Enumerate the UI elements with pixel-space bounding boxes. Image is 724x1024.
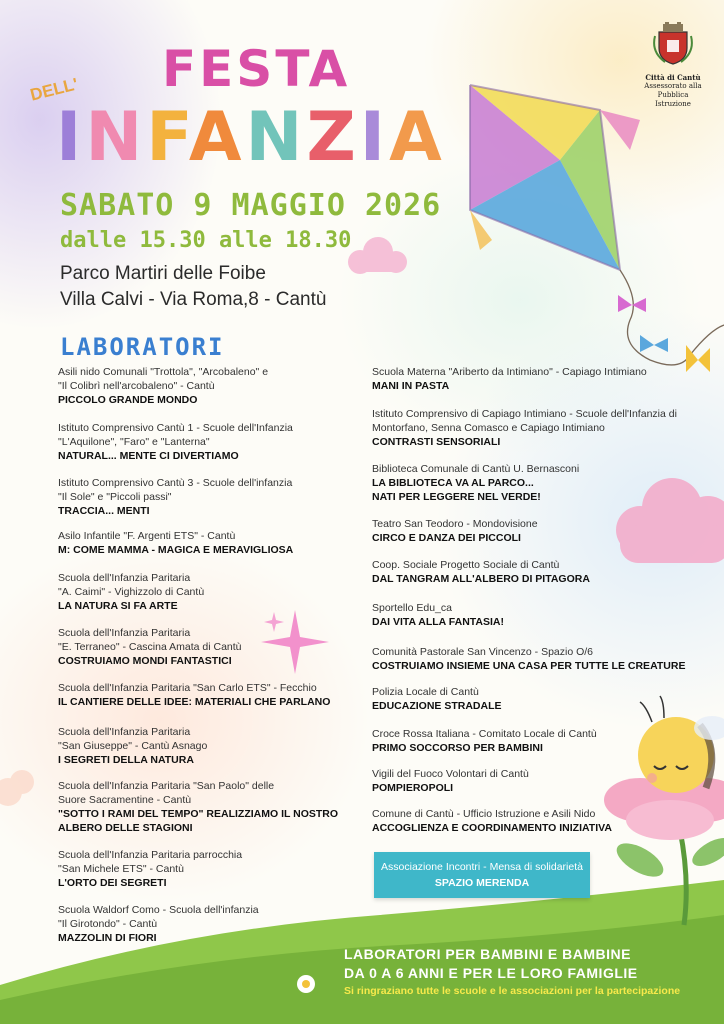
title-letter: A xyxy=(389,98,446,177)
item-org: Comune di Cantù - Ufficio Istruzione e Asili Nido xyxy=(372,808,596,820)
item-org: Polizia Locale di Cantù xyxy=(372,686,479,698)
title-letter: A xyxy=(188,98,246,177)
item-name: POMPIEROPOLI xyxy=(372,782,454,794)
item-name: MAZZOLIN DI FIORI xyxy=(58,932,157,944)
item-name: TRACCIA... MENTI xyxy=(58,505,150,517)
title-festa: FESTA xyxy=(162,40,351,98)
event-date: SABATO 9 MAGGIO 2026 xyxy=(60,188,442,223)
item-name: COSTRUIAMO MONDI FANTASTICI xyxy=(58,655,232,667)
list-item xyxy=(58,529,348,557)
item-org: Croce Rossa Italiana - Comitato Locale di Cantù xyxy=(372,728,597,740)
event-place: Parco Martiri delle Foibe xyxy=(60,263,266,284)
item-org: Scuola Waldorf Como - Scuola dell'infanzia "Il Girotondo" - Cantù xyxy=(58,904,259,930)
item-org: Istituto Comprensivo Cantù 1 - Scuole dell'Infanzia "L'Aquilone", "Faro" e "Lanterna" xyxy=(58,422,293,448)
title-letter: N xyxy=(85,98,147,177)
list-item xyxy=(372,645,702,673)
item-name: M: COME MAMMA - MAGICA E MERAVIGLIOSA xyxy=(58,544,294,556)
logo-dept-1: Assessorato alla xyxy=(644,82,702,90)
list-item xyxy=(58,365,348,407)
item-org: Asilo Infantile "F. Argenti ETS" - Cantù xyxy=(58,530,236,542)
list-item xyxy=(58,571,348,613)
title-letter: F xyxy=(146,98,189,177)
list-item xyxy=(372,727,702,755)
item-org: Scuola Materna "Ariberto da Intimiano" - Capiago Intimiano xyxy=(372,366,647,378)
item-org: Istituto Comprensivo di Capiago Intimiano - Scuole dell'Infanzia di Montorfano, Senna Comasco e Capiago Intimiano xyxy=(372,408,677,434)
item-org: Scuola dell'Infanzia Paritaria "San Giuseppe" - Cantù Asnago xyxy=(58,726,208,752)
merenda-name: SPAZIO MERENDA xyxy=(434,877,530,889)
item-name: NATURAL... MENTE CI DIVERTIAMO xyxy=(58,450,239,462)
list-item xyxy=(372,685,702,713)
item-name: I SEGRETI DELLA NATURA xyxy=(58,754,194,766)
list-item xyxy=(58,779,348,835)
item-name: L'ORTO DEI SEGRETI xyxy=(58,877,167,889)
list-item xyxy=(372,407,702,449)
list-item xyxy=(372,462,702,504)
item-name: EDUCAZIONE STRADALE xyxy=(372,700,502,712)
item-org: Biblioteca Comunale di Cantù U. Bernasconi xyxy=(372,463,580,475)
list-item xyxy=(58,421,348,463)
item-name: "SOTTO I RAMI DEL TEMPO" REALIZZIAMO IL NOSTRO ALBERO DELLE STAGIONI xyxy=(58,808,339,834)
title-letter: I xyxy=(359,98,390,177)
laboratori-heading: LABORATORI xyxy=(60,333,225,361)
list-item xyxy=(58,903,348,945)
item-org: Comunità Pastorale San Vincenzo - Spazio O/6 xyxy=(372,646,594,658)
list-item xyxy=(58,626,348,668)
item-org: Scuola dell'Infanzia Paritaria parrocchia "San Michele ETS" - Cantù xyxy=(58,849,243,875)
item-name: LA NATURA SI FA ARTE xyxy=(58,600,178,612)
logo-dept-2: Pubblica Istruzione xyxy=(655,91,691,108)
footer-line-1: LABORATORI PER BAMBINI E BAMBINE xyxy=(344,946,631,962)
item-org: Scuola dell'Infanzia Paritaria "A. Caimi" - Vighizzolo di Cantù xyxy=(58,572,205,598)
item-org: Scuola dell'Infanzia Paritaria "E. Terraneo" - Cascina Amata di Cantù xyxy=(58,627,242,653)
item-org: Scuola dell'Infanzia Paritaria "San Paolo" delle Suore Sacramentine - Cantù xyxy=(58,780,275,806)
item-org: Sportello Edu_ca xyxy=(372,602,452,614)
list-item xyxy=(372,807,702,835)
item-org: Scuola dell'Infanzia Paritaria "San Carlo ETS" - Fecchio xyxy=(58,682,317,694)
title-letter: I xyxy=(56,98,86,177)
item-org: Asili nido Comunali "Trottola", "Arcobaleno" e "Il Colibrì nell'arcobaleno" - Cantù xyxy=(58,366,269,392)
item-org: Istituto Comprensivo Cantù 3 - Scuole dell'infanzia "Il Sole" e "Piccoli passi" xyxy=(58,477,293,503)
list-item xyxy=(58,725,348,767)
item-name: PRIMO SOCCORSO PER BAMBINI xyxy=(372,742,543,754)
title-dell: DELL' xyxy=(28,74,80,105)
footer-thanks: Si ringraziano tutte le scuole e le associazioni per la partecipazione xyxy=(344,985,681,997)
cloud-small-icon xyxy=(348,237,407,274)
city-logo xyxy=(644,22,702,109)
event-time: dalle 15.30 alle 18.30 xyxy=(60,228,352,253)
item-name: PICCOLO GRANDE MONDO xyxy=(58,394,198,406)
coat-of-arms-icon xyxy=(651,22,695,66)
item-org: Vigili del Fuoco Volontari di Cantù xyxy=(372,768,529,780)
list-item xyxy=(58,476,348,518)
item-name: MANI IN PASTA xyxy=(372,380,450,392)
item-name: COSTRUIAMO INSIEME UNA CASA PER TUTTE LE CREATURE xyxy=(372,660,686,672)
item-name: CONTRASTI SENSORIALI xyxy=(372,436,501,448)
title-letter: N xyxy=(245,98,307,177)
merenda-box xyxy=(374,852,590,898)
item-org: Teatro San Teodoro - Mondovisione xyxy=(372,518,538,530)
footer-audience xyxy=(344,945,638,983)
title-letter: Z xyxy=(306,98,360,177)
list-item xyxy=(372,601,702,629)
list-item xyxy=(372,767,702,795)
item-name: DAI VITA ALLA FANTASIA! xyxy=(372,616,505,628)
daisy-icon xyxy=(297,975,315,993)
list-item xyxy=(58,848,348,890)
list-item xyxy=(372,558,702,586)
list-item xyxy=(58,681,348,709)
item-name: CIRCO E DANZA DEI PICCOLI xyxy=(372,532,521,544)
item-name: DAL TANGRAM ALL'ALBERO DI PITAGORA xyxy=(372,573,590,585)
footer-line-2: DA 0 A 6 ANNI E PER LE LORO FAMIGLIE xyxy=(344,965,638,981)
title-infanzia xyxy=(56,98,446,177)
item-org: Coop. Sociale Progetto Sociale di Cantù xyxy=(372,559,560,571)
item-name: ACCOGLIENZA E COORDINAMENTO INIZIATIVA xyxy=(372,822,612,834)
merenda-org: Associazione Incontri - Mensa di solidarietà xyxy=(381,861,583,873)
item-name: IL CANTIERE DELLE IDEE: MATERIALI CHE PARLANO xyxy=(58,696,331,708)
list-item xyxy=(372,517,702,545)
item-name: LA BIBLIOTECA VA AL PARCO... NATI PER LEGGERE NEL VERDE! xyxy=(372,477,541,503)
list-item xyxy=(372,365,702,393)
event-address: Villa Calvi - Via Roma,8 - Cantù xyxy=(60,289,327,310)
logo-city: Città di Cantù xyxy=(645,73,701,82)
kite-icon xyxy=(470,85,724,372)
